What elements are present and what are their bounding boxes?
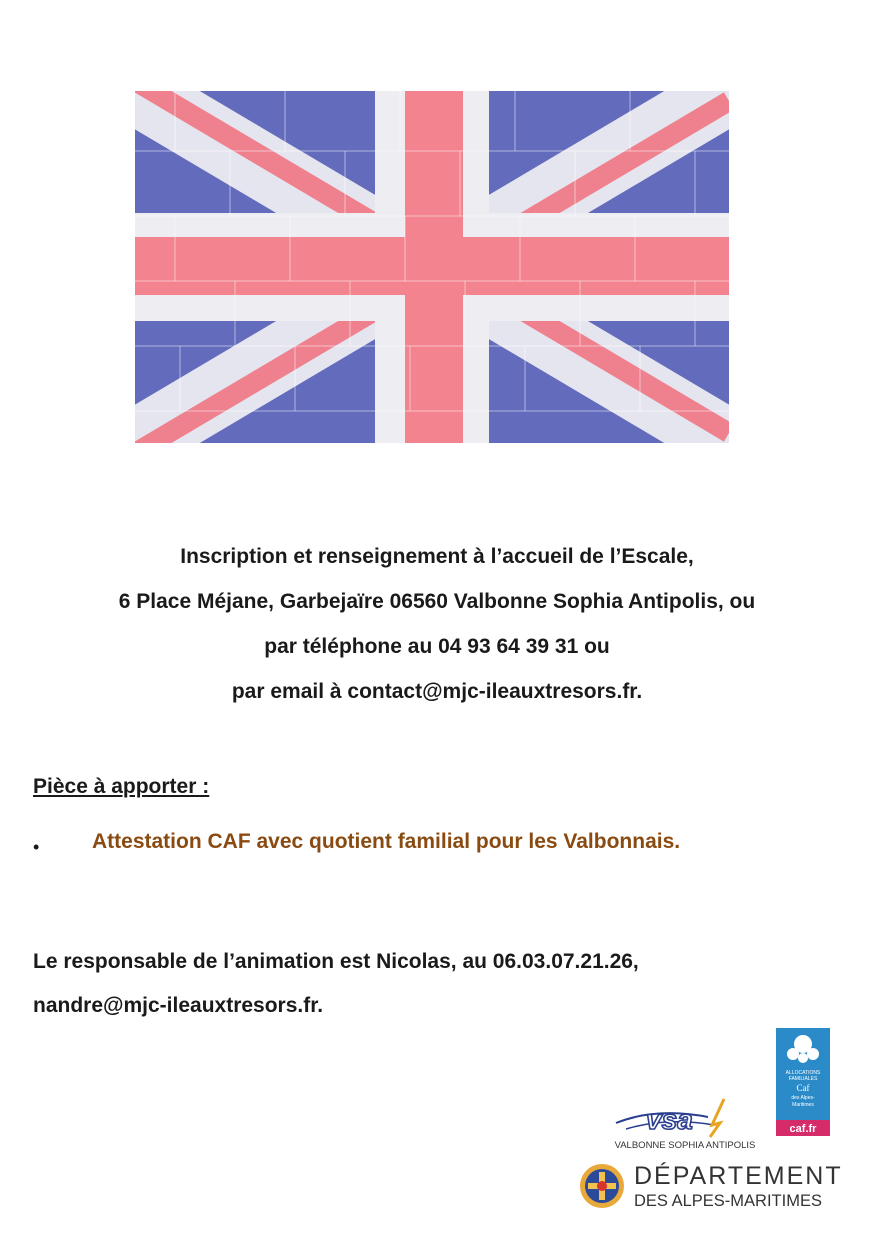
- caf-logo-line4: des Alpes-: [791, 1095, 815, 1101]
- caf-logo: [776, 1028, 830, 1140]
- contact-info: [0, 534, 874, 714]
- responsable-line-phone: Le responsable de l’animation est Nicolas, au 06.03.07.21.26,: [33, 950, 639, 973]
- caf-logo-line3: Caf: [796, 1083, 810, 1093]
- contact-line-address: 6 Place Méjane, Garbejaïre 06560 Valbonne Sophia Antipolis, ou: [118, 590, 756, 613]
- caf-logo-line2: FAMILIALES: [788, 1076, 818, 1082]
- departement-logo-line1: DÉPARTEMENT: [634, 1162, 843, 1190]
- departement-logo-line2: DES ALPES-MARITIMES: [634, 1192, 822, 1210]
- responsable-line-email: nandre@mjc-ileauxtresors.fr.: [33, 994, 324, 1017]
- union-jack-flag-image: [135, 91, 729, 443]
- pieces-heading: Pièce à apporter :: [33, 775, 210, 798]
- caf-logo-line5: Maritimes: [792, 1102, 814, 1108]
- vsa-logo: [596, 1093, 774, 1153]
- contact-line-email: par email à contact@mjc-ileauxtresors.fr.: [231, 680, 643, 703]
- bullet-marker: •: [33, 837, 40, 857]
- pieces-item-caf: Attestation CAF avec quotient familial pour les Valbonnais.: [92, 830, 681, 853]
- departement-logo: [578, 1158, 848, 1214]
- vsa-logo-mark: vsa: [646, 1104, 693, 1135]
- responsable-info: [33, 940, 639, 1028]
- vsa-logo-caption: VALBONNE SOPHIA ANTIPOLIS: [614, 1140, 756, 1151]
- caf-logo-line1: ALLOCATIONS: [785, 1070, 821, 1076]
- contact-line-address-intro: Inscription et renseignement à l’accueil de l’Escale,: [180, 545, 694, 568]
- caf-logo-site: caf.fr: [789, 1123, 817, 1135]
- contact-line-phone: par téléphone au 04 93 64 39 31 ou: [264, 635, 610, 658]
